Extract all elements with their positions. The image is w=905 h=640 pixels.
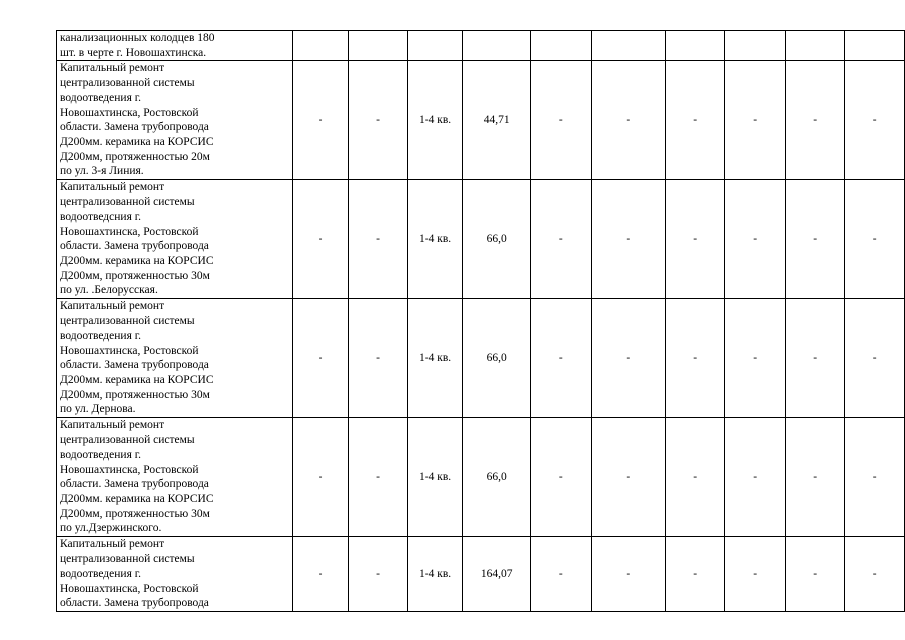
document-page xyxy=(56,30,905,612)
table-cell: - xyxy=(785,418,845,537)
table-row xyxy=(57,180,905,299)
table-row xyxy=(57,537,905,612)
table-cell xyxy=(591,31,665,61)
table-cell: 66,0 xyxy=(463,418,531,537)
table-cell xyxy=(845,31,905,61)
table-cell: - xyxy=(845,61,905,180)
table-cell: - xyxy=(349,180,408,299)
table-cell: - xyxy=(591,61,665,180)
table-cell: - xyxy=(531,537,591,612)
table-cell: - xyxy=(531,299,591,418)
table-cell xyxy=(665,31,725,61)
table-cell: 66,0 xyxy=(463,180,531,299)
table-cell: - xyxy=(845,180,905,299)
works-table xyxy=(56,30,905,612)
table-cell: - xyxy=(845,299,905,418)
table-cell: - xyxy=(785,180,845,299)
table-cell: - xyxy=(665,180,725,299)
table-cell: - xyxy=(349,537,408,612)
table-cell: 1-4 кв. xyxy=(407,418,463,537)
table-cell: - xyxy=(531,418,591,537)
table-cell: 164,07 xyxy=(463,537,531,612)
table-cell: - xyxy=(665,537,725,612)
table-row xyxy=(57,299,905,418)
work-description: Капитальный ремонт централизованной системы водоотведения г. Новошахтинска, Ростовской области. Замена трубопровода Д200мм. керамика на КОРСИС Д200мм, протяженностью 30м по ул. Дернова. xyxy=(57,299,293,418)
table-cell: - xyxy=(725,61,785,180)
table-cell: - xyxy=(292,418,349,537)
work-description: Капитальный ремонт централизованной системы водоотведения г. Новошахтинска, Ростовской области. Замена трубопровода xyxy=(57,537,293,612)
work-description: канализационных колодцев 180 шт. в черте г. Новошахтинска. xyxy=(57,31,293,61)
table-cell: - xyxy=(591,537,665,612)
table-cell: - xyxy=(665,61,725,180)
table-cell: - xyxy=(785,299,845,418)
table-cell: 44,71 xyxy=(463,61,531,180)
work-description: Капитальный ремонт централизованной системы водоотведения г. Новошахтинска, Ростовской области. Замена трубопровода Д200мм. керамика на КОРСИС Д200мм, протяженностью 20м по ул. 3-я Линия. xyxy=(57,61,293,180)
table-cell xyxy=(531,31,591,61)
table-cell: - xyxy=(591,299,665,418)
table-row xyxy=(57,31,905,61)
table-cell: - xyxy=(349,61,408,180)
table-cell: 1-4 кв. xyxy=(407,299,463,418)
table-cell: - xyxy=(725,537,785,612)
table-row xyxy=(57,418,905,537)
table-cell: - xyxy=(591,180,665,299)
work-description: Капитальный ремонт централизованной системы водоотведсния г. Новошахтинска, Ростовской области. Замена трубопровода Д200мм. керамика на КОРСИС Д200мм, протяженностью 30м по ул. .Белорусская. xyxy=(57,180,293,299)
table-cell: - xyxy=(845,537,905,612)
table-cell xyxy=(407,31,463,61)
table-cell: - xyxy=(785,537,845,612)
table-cell: - xyxy=(725,299,785,418)
table-cell: - xyxy=(785,61,845,180)
table-cell: - xyxy=(292,180,349,299)
table-cell: - xyxy=(591,418,665,537)
table-cell: - xyxy=(292,537,349,612)
table-cell: - xyxy=(531,61,591,180)
table-cell: 1-4 кв. xyxy=(407,537,463,612)
table-cell: 66,0 xyxy=(463,299,531,418)
table-cell: - xyxy=(531,180,591,299)
table-cell: - xyxy=(845,418,905,537)
table-cell xyxy=(725,31,785,61)
work-description: Капитальный ремонт централизованной системы водоотведения г. Новошахтинска, Ростовской области. Замена трубопровода Д200мм. керамика на КОРСИС Д200мм, протяженностью 30м по ул.Дзержинского. xyxy=(57,418,293,537)
table-cell: - xyxy=(725,180,785,299)
table-cell: - xyxy=(665,299,725,418)
table-cell: - xyxy=(665,418,725,537)
table-cell: - xyxy=(292,61,349,180)
table-cell: - xyxy=(349,299,408,418)
table-row xyxy=(57,61,905,180)
table-cell: - xyxy=(349,418,408,537)
table-cell xyxy=(292,31,349,61)
table-cell: 1-4 кв. xyxy=(407,180,463,299)
table-cell: - xyxy=(725,418,785,537)
table-cell xyxy=(463,31,531,61)
table-cell xyxy=(349,31,408,61)
table-cell: - xyxy=(292,299,349,418)
table-cell xyxy=(785,31,845,61)
table-cell: 1-4 кв. xyxy=(407,61,463,180)
